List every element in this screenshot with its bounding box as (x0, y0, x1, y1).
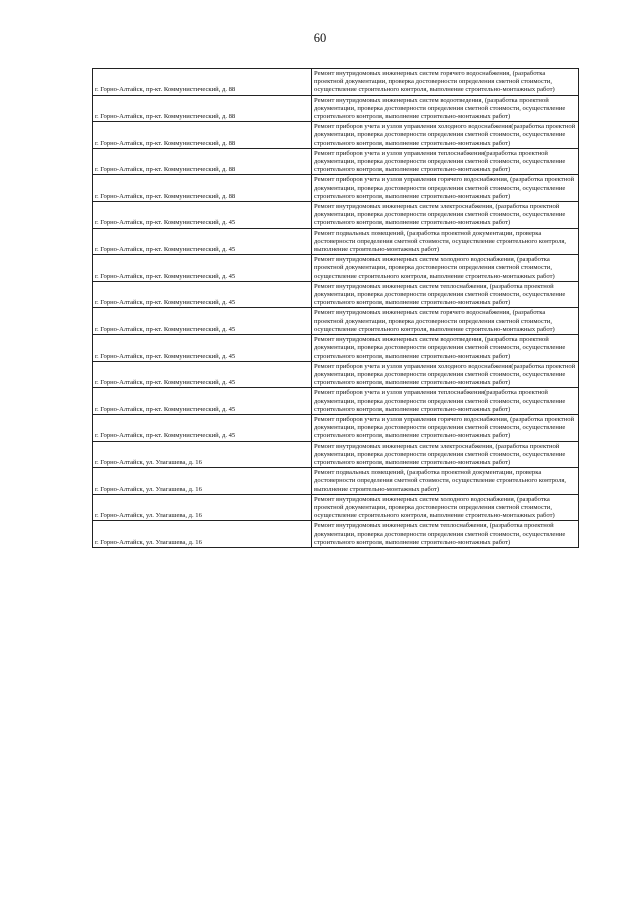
table-row (93, 122, 579, 149)
address-cell: г. Горно-Алтайск, пр-кт. Коммунистический, д. 88 (93, 95, 312, 122)
work-description-cell: Ремонт приборов учета и узлов управления горячего водоснабжения, (разработка проектной документации, проверка достоверности определения сметной стоимости, осуществление строительного контроля, выполнение строительно-монтажных работ) (312, 414, 579, 441)
address-cell: г. Горно-Алтайск, пр-кт. Коммунистический, д. 88 (93, 122, 312, 149)
table-row (93, 468, 579, 495)
table-row (93, 441, 579, 468)
table-row (93, 228, 579, 255)
address-cell: г. Горно-Алтайск, пр-кт. Коммунистический, д. 88 (93, 148, 312, 175)
work-description-cell: Ремонт приборов учета и узлов управления горячего водоснабжения, (разработка проектной документации, проверка достоверности определения сметной стоимости, осуществление строительного контроля, выполнение строительно-монтажных работ) (312, 175, 579, 202)
address-cell: г. Горно-Алтайск, пр-кт. Коммунистический, д. 88 (93, 69, 312, 96)
table-row (93, 69, 579, 96)
work-description-cell: Ремонт приборов учета и узлов управления холодного водоснабжения(разработка проектной документации, проверка достоверности определения сметной стоимости, осуществление строительного контроля, выполнение строительно-монтажных работ) (312, 122, 579, 149)
table-row (93, 335, 579, 362)
address-cell: г. Горно-Алтайск, пр-кт. Коммунистический, д. 45 (93, 255, 312, 282)
table-row (93, 281, 579, 308)
table-row (93, 95, 579, 122)
work-description-cell: Ремонт внутридомовых инженерных систем горячего водоснабжения, (разработка проектной документации, проверка достоверности определения сметной стоимости, осуществление строительного контроля, выполнение строительно-монтажных работ) (312, 69, 579, 96)
works-table-body (93, 69, 579, 548)
address-cell: г. Горно-Алтайск, ул. Улагашева, д. 16 (93, 468, 312, 495)
work-description-cell: Ремонт внутридомовых инженерных систем водоотведения, (разработка проектной документации, проверка достоверности определения сметной стоимости, осуществление строительного контроля, выполнение строительно-монтажных работ) (312, 335, 579, 362)
work-description-cell: Ремонт внутридомовых инженерных систем холодного водоснабжения, (разработка проектной документации, проверка достоверности определения сметной стоимости, осуществление строительного контроля, выполнение строительно-монтажных работ) (312, 494, 579, 521)
table-row (93, 255, 579, 282)
address-cell: г. Горно-Алтайск, пр-кт. Коммунистический, д. 45 (93, 335, 312, 362)
table-row (93, 494, 579, 521)
page-number: 60 (313, 31, 327, 45)
work-description-cell: Ремонт подвальных помещений, (разработка проектной документации, проверка достоверности определения сметной стоимости, осуществление строительного контроля, выполнение строительно-монтажных работ) (312, 228, 579, 255)
table-row (93, 175, 579, 202)
address-cell: г. Горно-Алтайск, пр-кт. Коммунистический, д. 45 (93, 361, 312, 388)
address-cell: г. Горно-Алтайск, пр-кт. Коммунистический, д. 88 (93, 175, 312, 202)
table-row (93, 414, 579, 441)
work-description-cell: Ремонт внутридомовых инженерных систем горячего водоснабжения, (разработка проектной документации, проверка достоверности определения сметной стоимости, осуществление строительного контроля, выполнение строительно-монтажных работ) (312, 308, 579, 335)
work-description-cell: Ремонт приборов учета и узлов управления теплоснабжения(разработка проектной документации, проверка достоверности определения сметной стоимости, осуществление строительного контроля, выполнение строительно-монтажных работ) (312, 148, 579, 175)
work-description-cell: Ремонт внутридомовых инженерных систем холодного водоснабжения, (разработка проектной документации, проверка достоверности определения сметной стоимости, осуществление строительного контроля, выполнение строительно-монтажных работ) (312, 255, 579, 282)
address-cell: г. Горно-Алтайск, ул. Улагашева, д. 16 (93, 521, 312, 548)
work-description-cell: Ремонт внутридомовых инженерных систем водоотведения, (разработка проектной документации, проверка достоверности определения сметной стоимости, осуществление строительного контроля, выполнение строительно-монтажных работ) (312, 95, 579, 122)
address-cell: г. Горно-Алтайск, пр-кт. Коммунистический, д. 45 (93, 228, 312, 255)
table-row (93, 202, 579, 229)
work-description-cell: Ремонт внутридомовых инженерных систем электроснабжения, (разработка проектной документации, проверка достоверности определения сметной стоимости, осуществление строительного контроля, выполнение строительно-монтажных работ) (312, 202, 579, 229)
table-row (93, 521, 579, 548)
address-cell: г. Горно-Алтайск, ул. Улагашева, д. 16 (93, 494, 312, 521)
work-description-cell: Ремонт подвальных помещений, (разработка проектной документации, проверка достоверности определения сметной стоимости, осуществление строительного контроля, выполнение строительно-монтажных работ) (312, 468, 579, 495)
table-row (93, 361, 579, 388)
table-row (93, 308, 579, 335)
address-cell: г. Горно-Алтайск, ул. Улагашева, д. 16 (93, 441, 312, 468)
work-description-cell: Ремонт приборов учета и узлов управления теплоснабжения(разработка проектной документации, проверка достоверности определения сметной стоимости, осуществление строительного контроля, выполнение строительно-монтажных работ) (312, 388, 579, 415)
work-description-cell: Ремонт внутридомовых инженерных систем электроснабжения, (разработка проектной документации, проверка достоверности определения сметной стоимости, осуществление строительного контроля, выполнение строительно-монтажных работ) (312, 441, 579, 468)
address-cell: г. Горно-Алтайск, пр-кт. Коммунистический, д. 45 (93, 308, 312, 335)
works-table (92, 68, 579, 548)
work-description-cell: Ремонт внутридомовых инженерных систем теплоснабжения, (разработка проектной документации, проверка достоверности определения сметной стоимости, осуществление строительного контроля, выполнение строительно-монтажных работ) (312, 281, 579, 308)
work-description-cell: Ремонт внутридомовых инженерных систем теплоснабжения, (разработка проектной документации, проверка достоверности определения сметной стоимости, осуществление строительного контроля, выполнение строительно-монтажных работ) (312, 521, 579, 548)
table-row (93, 148, 579, 175)
address-cell: г. Горно-Алтайск, пр-кт. Коммунистический, д. 45 (93, 414, 312, 441)
table-row (93, 388, 579, 415)
work-description-cell: Ремонт приборов учета и узлов управления холодного водоснабжения(разработка проектной документации, проверка достоверности определения сметной стоимости, осуществление строительного контроля, выполнение строительно-монтажных работ) (312, 361, 579, 388)
address-cell: г. Горно-Алтайск, пр-кт. Коммунистический, д. 45 (93, 388, 312, 415)
address-cell: г. Горно-Алтайск, пр-кт. Коммунистический, д. 45 (93, 281, 312, 308)
address-cell: г. Горно-Алтайск, пр-кт. Коммунистический, д. 45 (93, 202, 312, 229)
